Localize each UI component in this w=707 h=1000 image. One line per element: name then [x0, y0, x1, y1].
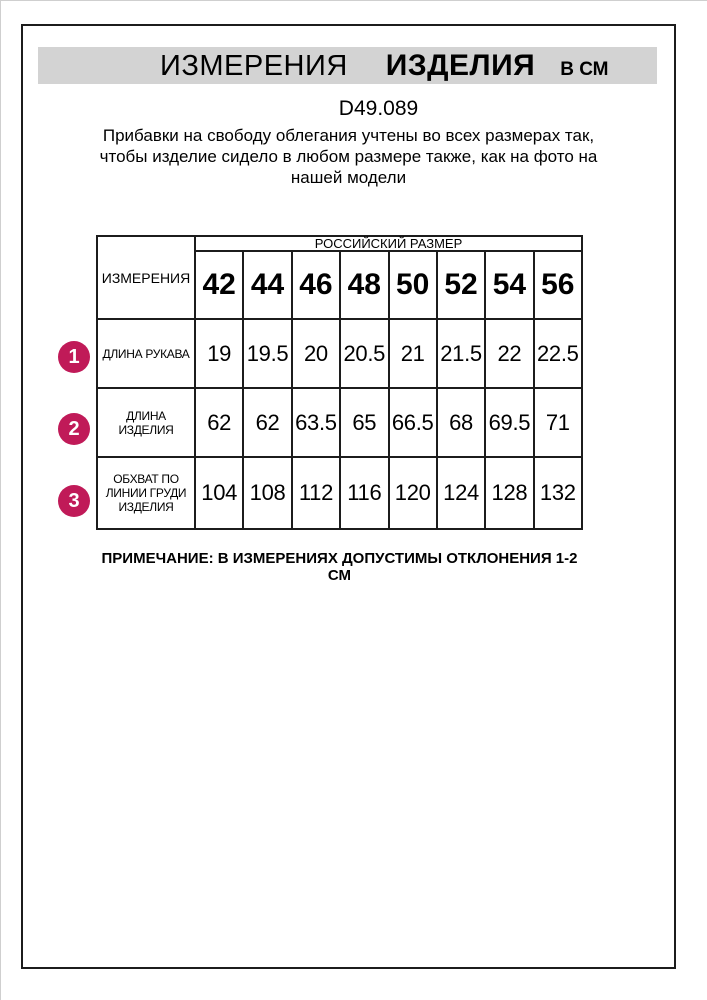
row-marker-1-badge: 1 [58, 341, 90, 373]
value-cell: 62 [243, 388, 291, 457]
product-code: D49.089 [338, 97, 419, 120]
row-label: ДЛИНА ИЗДЕЛИЯ [97, 388, 195, 457]
header-unit-label: В СМ [560, 59, 609, 80]
size-col-header: 44 [243, 251, 291, 319]
size-col-header: 54 [485, 251, 533, 319]
value-cell: 104 [195, 457, 243, 529]
value-cell: 68 [437, 388, 485, 457]
row-marker-2-badge: 2 [58, 413, 90, 445]
value-cell: 21.5 [437, 319, 485, 388]
size-col-header: 52 [437, 251, 485, 319]
table-row-sleeve-length [97, 319, 582, 388]
value-cell: 69.5 [485, 388, 533, 457]
row-label: ДЛИНА РУКАВА [97, 319, 195, 388]
value-cell: 128 [485, 457, 533, 529]
table-row-chest-girth [97, 457, 582, 529]
page-frame [21, 24, 676, 969]
measurements-column-header: ИЗМЕРЕНИЯ [97, 236, 195, 319]
value-cell: 22.5 [534, 319, 582, 388]
row-label: ОБХВАТ ПО ЛИНИИ ГРУДИ ИЗДЕЛИЯ [97, 457, 195, 529]
value-cell: 108 [243, 457, 291, 529]
value-cell: 21 [389, 319, 437, 388]
value-cell: 63.5 [292, 388, 340, 457]
table-row-item-length [97, 388, 582, 457]
header-title-measurements: ИЗМЕРЕНИЯ [160, 50, 348, 82]
value-cell: 71 [534, 388, 582, 457]
table-header-row [97, 236, 582, 251]
size-col-header: 48 [340, 251, 388, 319]
size-col-header: 56 [534, 251, 582, 319]
value-cell: 22 [485, 319, 533, 388]
value-cell: 19.5 [243, 319, 291, 388]
size-col-header: 46 [292, 251, 340, 319]
size-col-header: 50 [389, 251, 437, 319]
header-title-product: ИЗДЕЛИЯ [385, 49, 536, 82]
value-cell: 112 [292, 457, 340, 529]
value-cell: 20 [292, 319, 340, 388]
value-cell: 20.5 [340, 319, 388, 388]
russian-size-header: РОССИЙСКИЙ РАЗМЕР [195, 236, 582, 251]
value-cell: 19 [195, 319, 243, 388]
size-col-header: 42 [195, 251, 243, 319]
value-cell: 120 [389, 457, 437, 529]
size-table [96, 235, 583, 530]
value-cell: 62 [195, 388, 243, 457]
value-cell: 132 [534, 457, 582, 529]
value-cell: 65 [340, 388, 388, 457]
row-marker-3-badge: 3 [58, 485, 90, 517]
tolerance-note: ПРИМЕЧАНИЕ: В ИЗМЕРЕНИЯХ ДОПУСТИМЫ ОТКЛОНЕНИЯ 1-2 СМ [101, 550, 578, 584]
value-cell: 124 [437, 457, 485, 529]
value-cell: 66.5 [389, 388, 437, 457]
value-cell: 116 [340, 457, 388, 529]
product-description: Прибавки на свободу облегания учтены во всех размерах так, чтобы изделие сидело в любом размере также, как на фото на нашей модели [99, 126, 598, 187]
header-bar [38, 47, 657, 84]
